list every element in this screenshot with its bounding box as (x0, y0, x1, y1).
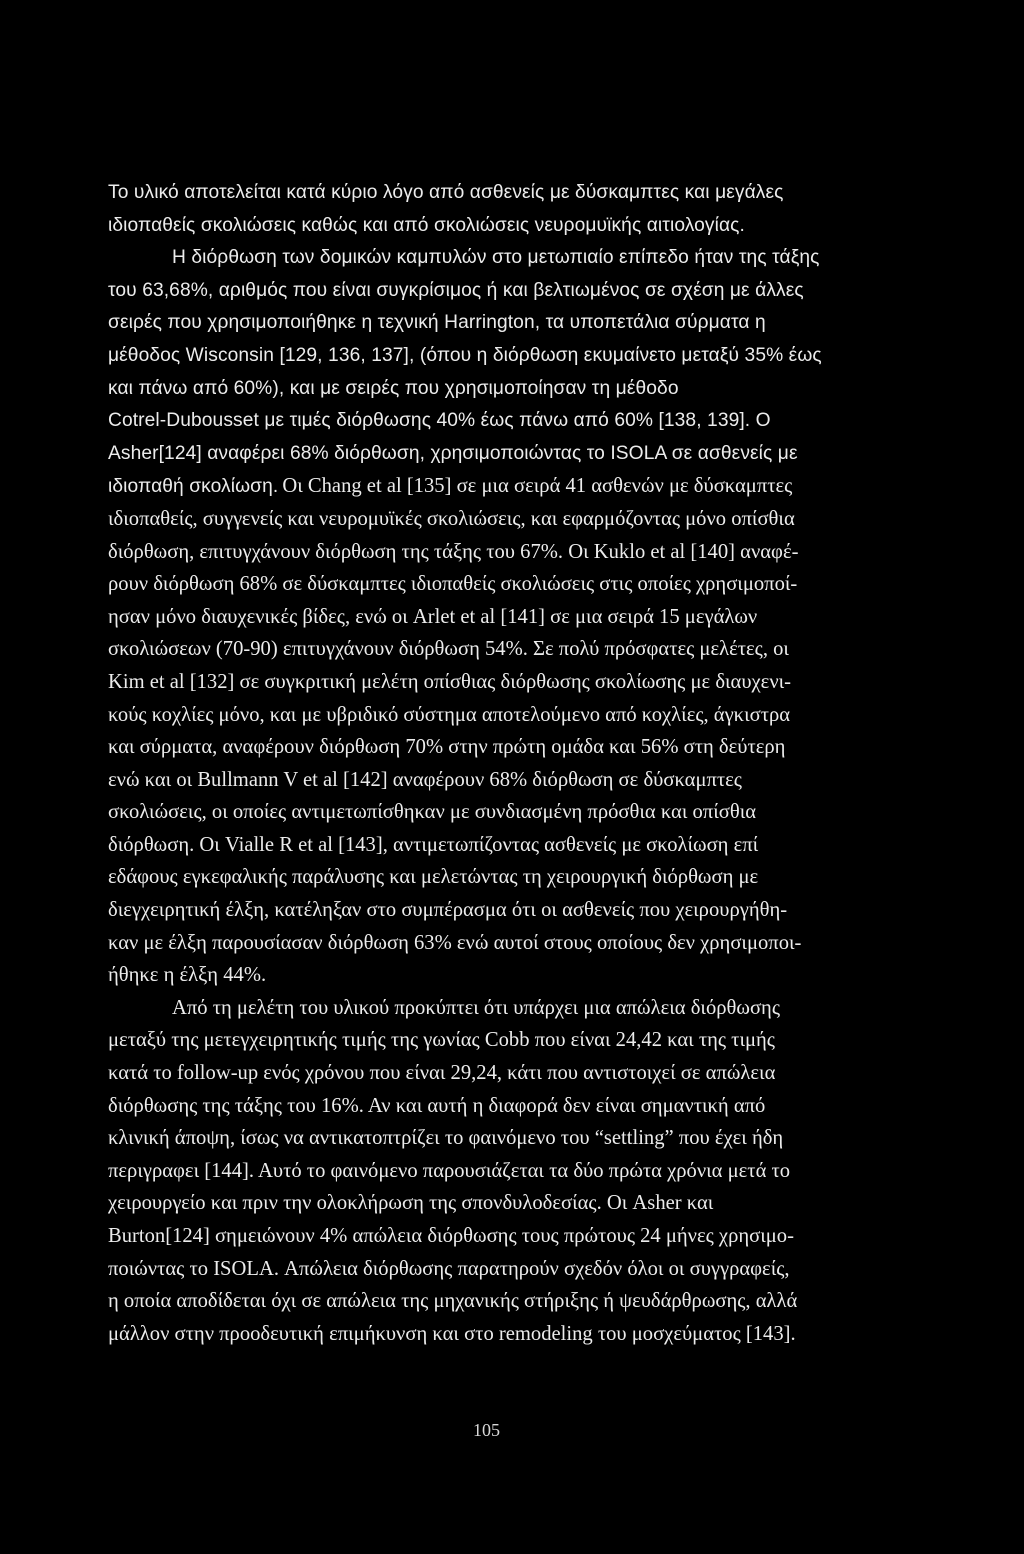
body-text (0, 177, 1024, 1350)
text-line: περιγραφει [144]. Αυτό το φαινόμενο παρουσιάζεται τα δύο πρώτα χρόνια μετά το (108, 1159, 791, 1182)
text-line: μέθοδος Wisconsin [129, 136, 137], (όπου η διόρθωση εκυμαίνετο μεταξύ 35% έως (108, 344, 822, 366)
text-line: Asher[124] αναφέρει 68% διόρθωση, χρησιμοποιώντας το ISOLA σε ασθενείς με (108, 442, 798, 464)
text-line: και σύρματα, αναφέρουν διόρθωση 70% στην πρώτη ομάδα και 56% στη δεύτερη (108, 736, 786, 759)
text-line: μάλλον στην προοδευτική επιμήκυνση και στο remodeling του μοσχεύματος [143]. (108, 1322, 796, 1345)
text-line: διεγχειρητική έλξη, κατέληξαν στο συμπέρασμα ότι οι ασθενείς που χειρουργήθη- (108, 899, 788, 922)
text-line: ησαν μόνο διαυχενικές βίδες, ενώ οι Arlet et al [141] σε μια σειρά 15 μεγάλων (108, 605, 758, 628)
page-number: 105 (473, 1420, 500, 1440)
text-line: Το υλικό αποτελείται κατά κύριο λόγο από ασθενείς με δύσκαμπτες και μεγάλες (108, 182, 784, 203)
text-line: διόρθωση, επιτυγχάνουν διόρθωση της τάξης του 67%. Οι Kuklo et al [140] αναφέ- (108, 540, 799, 563)
text-line: σκολιώσεων (70-90) επιτυγχάνουν διόρθωση 54%. Σε πολύ πρόσφατες μελέτες, οι (108, 638, 789, 661)
text-line: εδάφους εγκεφαλικής παράλυσης και μελετώντας τη χειρουργική διόρθωση με (108, 866, 759, 889)
text-line: καν με έλξη παρουσίασαν διόρθωση 63% ενώ αυτοί στους οποίους δεν χρησιμοποι- (108, 931, 802, 954)
text-line: κούς κοχλίες μόνο, και με υβριδικό σύστημα αποτελούμενο από κοχλίες, άγκιστρα (108, 703, 791, 726)
text-line: ρουν διόρθωση 68% σε δύσκαμπτες ιδιοπαθείς σκολιώσεις στις οποίες χρησιμοποί- (108, 573, 798, 596)
text-line: και πάνω από 60%), και με σειρές που χρησιμοποίησαν τη μέθοδο (108, 377, 679, 399)
text-line: κλινική άποψη, ίσως να αντικατοπτρίζει το φαινόμενο του “settling” που έχει ήδη (108, 1127, 784, 1150)
text-line: σειρές που χρησιμοποιήθηκε η τεχνική Harrington, τα υποπετάλια σύρματα η (108, 312, 766, 334)
text-line: ποιώντας το ISOLA. Απώλεια διόρθωσης παρατηρούν σχεδόν όλοι οι συγγραφείς, (108, 1257, 790, 1280)
text-line: ήθηκε η έλξη 44%. (108, 964, 267, 987)
text-line: σκολιώσεις, οι οποίες αντιμετωπίσθηκαν με συνδιασμένη πρόσθια και οπίσθια (108, 801, 757, 824)
text-line: η οποία αποδίδεται όχι σε απώλεια της μηχανικής στήριξης ή ψευδάρθρωσης, αλλά (108, 1290, 798, 1313)
text-line: Burton[124] σημειώνουν 4% απώλεια διόρθωσης τους πρώτους 24 μήνες χρησιμο- (108, 1225, 794, 1247)
text-line: χειρουργείο και πριν την ολοκλήρωση της σπονδυλοδεσίας. Οι Asher και (108, 1192, 714, 1215)
text-line: του 63,68%, αριθμός που είναι συγκρίσιμος ή και βελτιωμένος σε σχέση με άλλες (108, 279, 804, 301)
text-line (0, 470, 1024, 503)
text-segment: ιδιοπαθή σκολίωση. (108, 476, 279, 498)
text-line: ενώ και οι Bullmann V et al [142] αναφέρουν 68% διόρθωση σε δύσκαμπτες (108, 768, 742, 791)
text-line: ιδιοπαθείς σκολιώσεις καθώς και από σκολιώσεις νευρομυϊκής αιτιολογίας. (108, 214, 745, 236)
text-line: διόρθωσης της τάξης του 16%. Αν και αυτή η διαφορά δεν είναι σημαντική από (108, 1094, 766, 1117)
text-line: μεταξύ της μετεγχειρητικής τιμής της γωνίας Cobb που είναι 24,42 και της τιμής (108, 1029, 775, 1052)
text-line: Kim et al [132] σε συγκριτική μελέτη οπίσθιας διόρθωσης σκολίωσης με διαυχενι- (108, 670, 792, 693)
text-line: ιδιοπαθείς, συγγενείς και νευρομυϊκές σκολιώσεις, και εφαρμόζοντας μόνο οπίσθια (108, 507, 795, 530)
text-line: διόρθωση. Οι Vialle R et al [143], αντιμετωπίζοντας ασθενείς με σκολίωση επί (108, 833, 759, 856)
paragraph-start-line: Από τη μελέτη του υλικού προκύπτει ότι υπάρχει μια απώλεια διόρθωσης (172, 996, 780, 1019)
text-line: Cotrel-Dubousset με τιμές διόρθωσης 40% έως πάνω από 60% [138, 139]. Ο (108, 410, 771, 432)
text-segment: Οι Chang et al [135] σε μια σειρά 41 ασθενών με δύσκαμπτες (282, 475, 793, 498)
paragraph-start-line: Η διόρθωση των δομικών καμπυλών στο μετωπιαίο επίπεδο ήταν της τάξης (172, 247, 820, 269)
text-line: κατά το follow-up ενός χρόνου που είναι 29,24, κάτι που αντιστοιχεί σε απώλεια (108, 1062, 776, 1085)
